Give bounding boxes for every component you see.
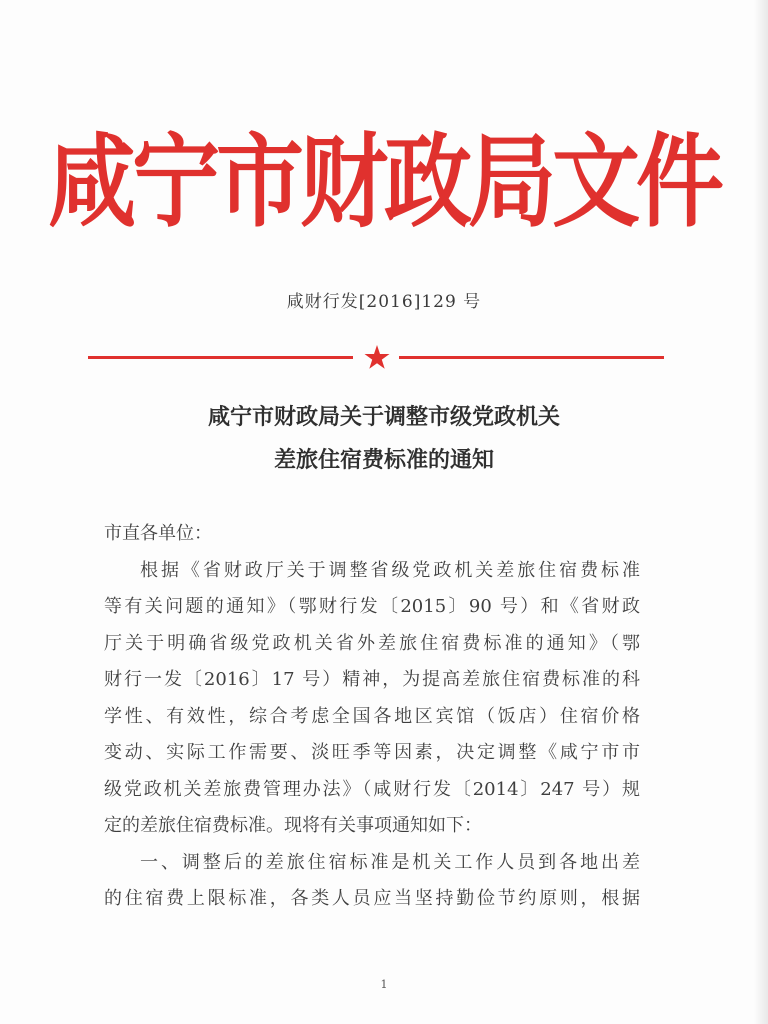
body-line: 变动、实际工作需要、淡旺季等因素，决定调整《咸宁市市 [104, 742, 640, 763]
star-icon [364, 344, 390, 370]
divider-line-right [399, 356, 664, 359]
body-line: 等有关问题的通知》（鄂财行发〔2015〕90 号）和《省财政 [104, 596, 640, 617]
scan-edge-shadow [754, 0, 768, 1024]
notice-title-line-1: 咸宁市财政局关于调整市级党政机关 [207, 405, 560, 430]
divider-line-left [88, 356, 353, 359]
body-line: 的住宿费上限标准，各类人员应当坚持勤俭节约原则，根据 [104, 888, 640, 909]
body-line: 一、调整后的差旅住宿标准是机关工作人员到各地出差 [140, 851, 640, 873]
masthead-title: 咸宁市财政局文件 [47, 122, 720, 242]
body-line: 学性、有效性，综合考虑全国各地区宾馆（饭店）住宿价格 [104, 705, 640, 727]
body-line: 根据《省财政厅关于调整省级党政机关差旅住宿费标准 [140, 559, 640, 581]
notice-body [104, 516, 640, 918]
notice-title-line-2: 差旅住宿费标准的通知 [273, 448, 494, 473]
body-line: 财行一发〔2016〕17 号）精神，为提高差旅住宿费标准的科 [104, 669, 640, 690]
red-divider [88, 344, 664, 370]
body-line: 厅关于明确省级党政机关省外差旅住宿费标准的通知》（鄂 [104, 632, 640, 654]
body-line: 级党政机关差旅费管理办法》（咸财行发〔2014〕247 号）规 [104, 778, 640, 800]
salutation: 市直各单位： [104, 523, 212, 544]
body-line: 定的差旅住宿费标准。现将有关事项通知如下： [104, 815, 482, 836]
page-number: 1 [380, 978, 388, 991]
document-number: 咸财行发[2016]129 号 [286, 292, 482, 312]
